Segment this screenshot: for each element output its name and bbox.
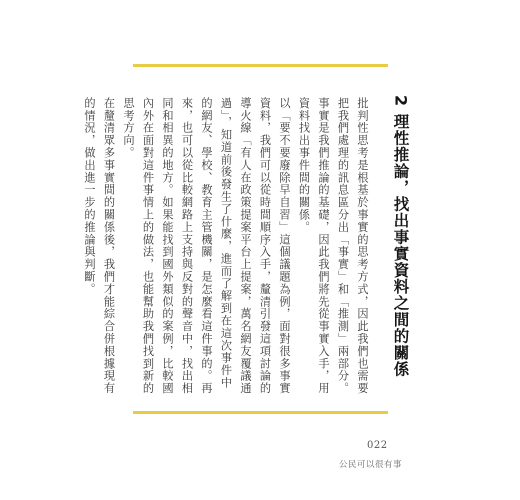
running-title: 公民可以很有事 — [339, 460, 403, 470]
page-number: 022 — [367, 440, 388, 451]
section-heading — [392, 95, 409, 377]
paragraph-1: 批判性思考是根基於事實的思考方式，因此我們也需要把我們處理的訊息區分出「事實」和「推測」兩部分。事實是我們推論的基礎，因此我們將先從事實入手，用資料找出事件間的關係。 — [297, 97, 369, 395]
section-title: 理性推論，找出事實資料之間的關係 — [391, 113, 410, 378]
section-number: 2 — [391, 95, 411, 108]
paragraph-2: 以「要不要廢除早自習」這個議題為例，面對很多事實資料，我們可以從時間順序入手，釐清引發這項討論的導火線「有人在政策提案平台上提案，萬名網友覆議通過」，知道前後發生了什麼，進而了解到在這次事件中的網友、學校、教育主管機關，是怎麼看這件事的。再來，也可以從比較網路上支持與反對的聲音中，找出相同和相異的地方。如果能找到國外類似的案例，比較國內外在面對這件事情上的做法，也能幫助我們找到新的思考方向。 — [122, 97, 291, 395]
paragraph-3: 在釐清眾多事實間的關係後，我們才能綜合併根據現有的情況，做出進一步的推論與判斷。 — [83, 97, 116, 395]
bottom-accent-rule — [133, 411, 388, 414]
body-text — [83, 97, 372, 397]
top-accent-rule — [133, 64, 388, 67]
